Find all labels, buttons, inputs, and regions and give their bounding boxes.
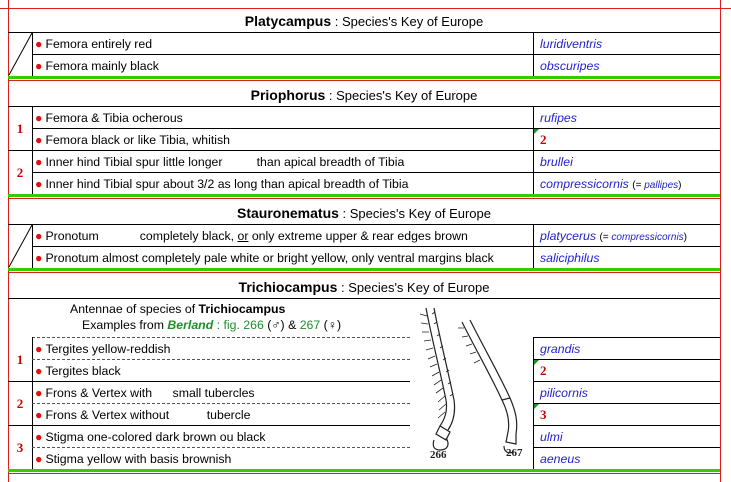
species-name: aeneus [540, 452, 581, 466]
bullet-icon: ● [35, 452, 43, 466]
bullet-icon: ● [35, 133, 43, 147]
species-name: ulmi [540, 430, 563, 444]
key-row: ● Tergites black [35, 364, 121, 378]
row-border [32, 246, 720, 247]
diagonal-slash [8, 224, 33, 268]
species-name: luridiventris [540, 37, 603, 51]
species-name: saliciphilus [540, 251, 600, 265]
bullet-icon: ● [35, 408, 43, 422]
bullet-icon: ● [35, 155, 43, 169]
row-border [32, 337, 410, 338]
comment-indicator-icon [534, 404, 539, 409]
couplet-reference: 2 [540, 132, 547, 147]
comment-indicator-icon [534, 129, 539, 134]
figure-caption-line1: Antennae of species of Trichiocampus [70, 302, 286, 316]
comment-indicator-icon [534, 360, 539, 365]
row-border [8, 298, 720, 299]
bullet-icon: ● [35, 386, 43, 400]
key-row: ● Pronotum completely black, or only extreme upper & rear edges brown [35, 229, 468, 243]
species-name: rufipes [540, 111, 577, 125]
row-border [8, 150, 720, 151]
couplet-number: 2 [16, 396, 24, 411]
key-row: ● Femora entirely red [35, 37, 153, 51]
key-row: ● Frons & Vertex with small tubercles [35, 386, 255, 400]
section-title-stauronematus: Stauronematus : Species's Key of Europe [237, 205, 491, 221]
species-name: compressicornis (= pallipes) [540, 177, 682, 191]
row-border [8, 80, 720, 81]
key-row: ● Tergites yellow-reddish [35, 342, 171, 356]
bullet-icon: ● [35, 430, 43, 444]
bullet-icon: ● [35, 342, 43, 356]
row-border [533, 403, 720, 404]
row-border [8, 473, 720, 474]
bullet-icon: ● [35, 111, 43, 125]
key-row: ● Stigma yellow with basis brownish [35, 452, 232, 466]
bullet-icon: ● [35, 229, 43, 243]
row-border [8, 425, 410, 426]
row-border [533, 425, 720, 426]
synonym-note: (= compressicornis) [599, 232, 688, 243]
couplet-number: 1 [16, 121, 24, 136]
row-border [533, 447, 720, 448]
row-border [8, 272, 720, 273]
bullet-icon: ● [35, 59, 43, 73]
bullet-icon: ● [35, 364, 43, 378]
row-border [8, 224, 720, 225]
key-row: ● Pronotum almost completely pale white or bright yellow, only ventral margins black [35, 251, 494, 265]
couplet-number: 2 [16, 165, 24, 180]
row-border [32, 54, 720, 55]
species-name: platycerus (= compressicornis) [540, 229, 688, 243]
row-border [32, 447, 410, 448]
row-border [8, 32, 720, 33]
bullet-icon: ● [35, 251, 43, 265]
figure-caption-line2: Examples from Berland : fig. 266 (♂) & 267 (♀) [82, 318, 342, 332]
row-border [32, 403, 410, 404]
key-row: ● Femora mainly black [35, 59, 159, 73]
grid-line [720, 0, 721, 482]
grid-line [0, 8, 731, 9]
diagonal-slash [8, 32, 33, 76]
bullet-icon: ● [35, 37, 43, 51]
synonym-note: (= pallipes) [632, 180, 682, 191]
figure-label-266: 266 [430, 449, 447, 461]
row-border [32, 172, 720, 173]
couplet-reference: 2 [540, 363, 547, 378]
species-name: pilicornis [540, 386, 588, 400]
row-border [533, 381, 720, 382]
section-separator [8, 469, 720, 472]
figure-label-267: 267 [506, 447, 523, 459]
section-title-platycampus: Platycampus : Species's Key of Europe [244, 13, 484, 29]
species-name: brullei [540, 155, 573, 169]
row-border [32, 128, 720, 129]
key-row: ● Stigma one-colored dark brown ou black [35, 430, 266, 444]
section-separator [8, 268, 720, 271]
row-border [8, 106, 720, 107]
key-row: ● Femora black or like Tibia, whitish [35, 133, 230, 147]
species-name: obscuripes [540, 59, 600, 73]
species-name: grandis [540, 342, 581, 356]
couplet-number: 1 [16, 352, 24, 367]
key-row: ● Femora & Tibia ocherous [35, 111, 183, 125]
row-border [32, 359, 410, 360]
section-separator [8, 194, 720, 197]
row-border [8, 381, 410, 382]
antenna-illustration [410, 300, 534, 466]
bullet-icon: ● [35, 177, 43, 191]
section-title-trichiocampus: Trichiocampus : Species's Key of Europe [238, 279, 490, 295]
key-row: ● Inner hind Tibial spur little longer than apical breadth of Tibia [35, 155, 405, 169]
key-row: ● Inner hind Tibial spur about 3/2 as long than apical breadth of Tibia [35, 177, 409, 191]
section-separator [8, 76, 720, 79]
row-border [8, 198, 720, 199]
row-border [533, 359, 720, 360]
couplet-reference: 3 [540, 407, 547, 422]
key-row: ● Frons & Vertex without tubercle [35, 408, 251, 422]
couplet-number: 3 [16, 440, 24, 455]
section-title-priophorus: Priophorus : Species's Key of Europe [250, 87, 478, 103]
row-border [533, 337, 720, 338]
